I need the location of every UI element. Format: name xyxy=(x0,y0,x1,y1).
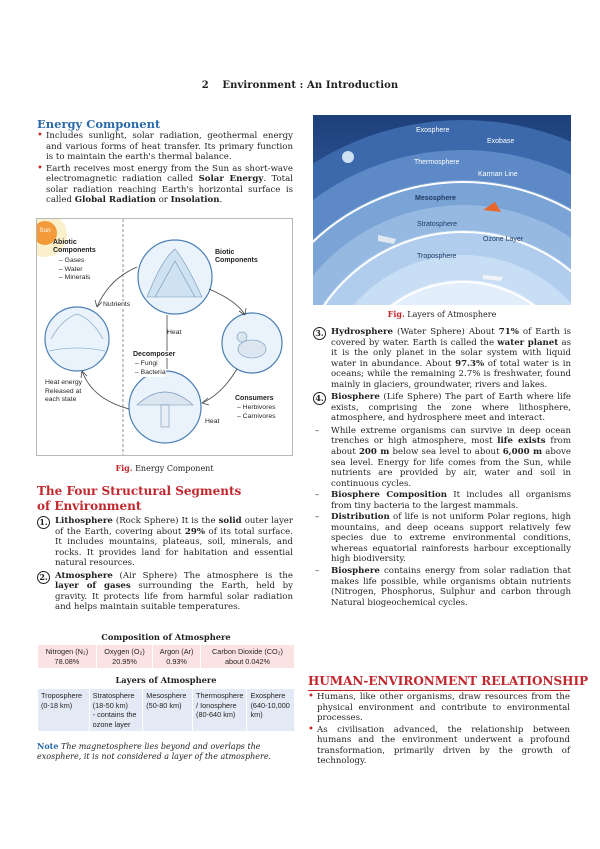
heat-label-1: Heat xyxy=(167,329,182,336)
energy-bullet-1: • Includes sunlight, solar radiation, geothermal energy and various forms of heat transfer. Its primary function is to maintain the earth's thermal balance. xyxy=(37,131,293,163)
human-environment-heading: HUMAN-ENVIRONMENT RELATIONSHIP xyxy=(308,674,589,688)
heat-energy-label: Heat energy Released at each state xyxy=(45,379,83,403)
stratosphere-label: Stratosphere xyxy=(417,221,458,228)
atmosphere-diagram xyxy=(313,115,571,305)
he-bullet-1: • Humans, like other organisms, draw resources from the physical environment and contribute to environmental processes. xyxy=(308,692,570,724)
biosphere-dash-1: – While extreme organisms can survive in deep ocean trenches or high atmosphere, most life exists from about 200 m below sea level to about 6,000 m above sea level. Energy for life comes from the Sun, while nutrients are provided by air, water and soil in continuous cycles. xyxy=(313,426,571,489)
composition-table xyxy=(37,644,295,669)
layer-cell: Exosphere (640-10,000 km) xyxy=(247,689,295,732)
layers-table xyxy=(37,688,295,732)
number-badge: 2. xyxy=(37,571,50,584)
energy-bullets xyxy=(37,131,293,207)
energy-heading: Energy Component xyxy=(37,117,161,131)
abiotic-list: – Gases – Water – Minerals xyxy=(59,257,91,281)
decomposer-label: Decomposer xyxy=(133,351,176,358)
abiotic-label: Abiotic Components xyxy=(53,239,96,254)
energy-figure-caption: Fig. Energy Component xyxy=(115,463,214,473)
segments-list xyxy=(37,516,293,615)
biosphere-dash-4: – Biosphere contains energy from solar radiation that makes life possible, while organisms obtain nutrients (Nitrogen, Phosphorus, Sulphur and carbon through Natural biogeochemical cycles. xyxy=(313,566,571,608)
atmosphere-layers-figure xyxy=(313,115,571,305)
human-environment-bullets xyxy=(308,692,570,768)
consumers-list: – Herbivores – Carnivores xyxy=(237,404,276,420)
he-bullet-2: • As civilisation advanced, the relationship between humans and the environment underwent a profound transformation, primarily driven by the growth of technology. xyxy=(308,725,570,767)
right-column-text xyxy=(313,327,571,609)
water-circle xyxy=(45,307,109,371)
heading-rule xyxy=(308,690,570,691)
layer-cell: Troposphere (0-18 km) xyxy=(38,689,90,732)
satellite-icon xyxy=(342,151,354,163)
karman-line-label: Karman Line xyxy=(478,171,518,178)
layer-cell: Stratosphere (18-50 km) - contains the ozone layer xyxy=(89,689,143,732)
atmosphere-figure-caption: Fig. Layers of Atmosphere xyxy=(387,309,497,319)
running-title: Environment : An Introduction xyxy=(222,80,399,91)
note: Note The magnetosphere lies beyond and overlaps the exosphere, it is not considered a layer of the atmosphere. xyxy=(37,741,272,761)
ozone-layer-label: Ozone Layer xyxy=(483,236,524,243)
composition-title: Composition of Atmosphere xyxy=(101,632,231,642)
running-head xyxy=(0,80,600,91)
nutrients-label: Nutrients xyxy=(103,301,131,308)
sun-label: Sun xyxy=(39,227,51,234)
hydrosphere-item: 3. Hydrosphere (Water Sphere) About 71% of Earth is covered by water. Earth is called the water planet as it is the only planet in the solar system with liquid water in abundance. About 97.3% of total water is in oceans; while the remaining 2.7% is freshwater, found mainly in glaciers, groundwater, rivers and lakes. xyxy=(313,327,571,390)
atmosphere-item: 2. Atmosphere (Air Sphere) The atmosphere is the layer of gases surrounding the Earth, held by gravity. It protects life from harmful solar radiation and helps maintain suitable temperatures. xyxy=(37,571,293,613)
note-label: Note xyxy=(37,741,59,751)
biosphere-dash-2: – Biosphere Composition It includes all organisms from tiny bacteria to the largest mammals. xyxy=(313,490,571,511)
decomposer-list: – Fungi – Bacteria xyxy=(135,360,166,376)
heat-label-2: Heat xyxy=(205,418,220,425)
layer-cell: Mesosphere (50-80 km) xyxy=(143,689,193,732)
composition-cell: Carbon Dioxide (CO₂) about 0.042% xyxy=(201,645,295,669)
page-number: 2 xyxy=(201,80,209,91)
composition-cell: Oxygen (O₂) 20.95% xyxy=(96,645,152,669)
composition-cell: Nitrogen (N₂) 78.08% xyxy=(38,645,97,669)
number-badge: 4. xyxy=(313,392,326,405)
thermosphere-label: Thermosphere xyxy=(414,159,460,166)
layers-title: Layers of Atmosphere xyxy=(115,675,217,685)
energy-component-figure xyxy=(36,218,293,456)
composition-cell: Argon (Ar) 0.93% xyxy=(153,645,201,669)
mesosphere-label: Mesosphere xyxy=(415,195,456,202)
troposphere-label: Troposphere xyxy=(417,253,457,260)
segments-heading: The Four Structural Segments of Environment xyxy=(37,484,242,513)
consumers-label: Consumers xyxy=(235,395,274,402)
energy-bullet-2: • Earth receives most energy from the Sun as short-wave electromagnetic radiation called Solar Energy. Total solar radiation reaching Earth's horizontal surface is called Global Radiation or Insolation. xyxy=(37,164,293,206)
exobase-label: Exobase xyxy=(487,138,515,145)
biosphere-item: 4. Biosphere (Life Sphere) The part of Earth where life exists, comprising the zone where lithosphere, atmosphere, and hydrosphere meet and interact. xyxy=(313,392,571,424)
layer-cell: Thermosphere / Ionosphere (80-640 km) xyxy=(193,689,247,732)
number-badge: 1. xyxy=(37,516,50,529)
biotic-label: Biotic Components xyxy=(215,249,258,264)
biosphere-dash-3: – Distribution of life is not uniform Polar regions, high mountains, and deep oceans support relatively few species due to extreme environmental conditions, whereas equatorial rainforests harbour exceptionally high biodiversity. xyxy=(313,512,571,565)
lithosphere-item: 1. Lithosphere (Rock Sphere) It is the solid outer layer of the Earth, covering about 29% of its total surface. It includes mountains, plateaus, soil, minerals, and rocks. It provides land for habitation and essential natural resources. xyxy=(37,516,293,569)
number-badge: 3. xyxy=(313,327,326,340)
exosphere-label: Exosphere xyxy=(416,127,450,134)
